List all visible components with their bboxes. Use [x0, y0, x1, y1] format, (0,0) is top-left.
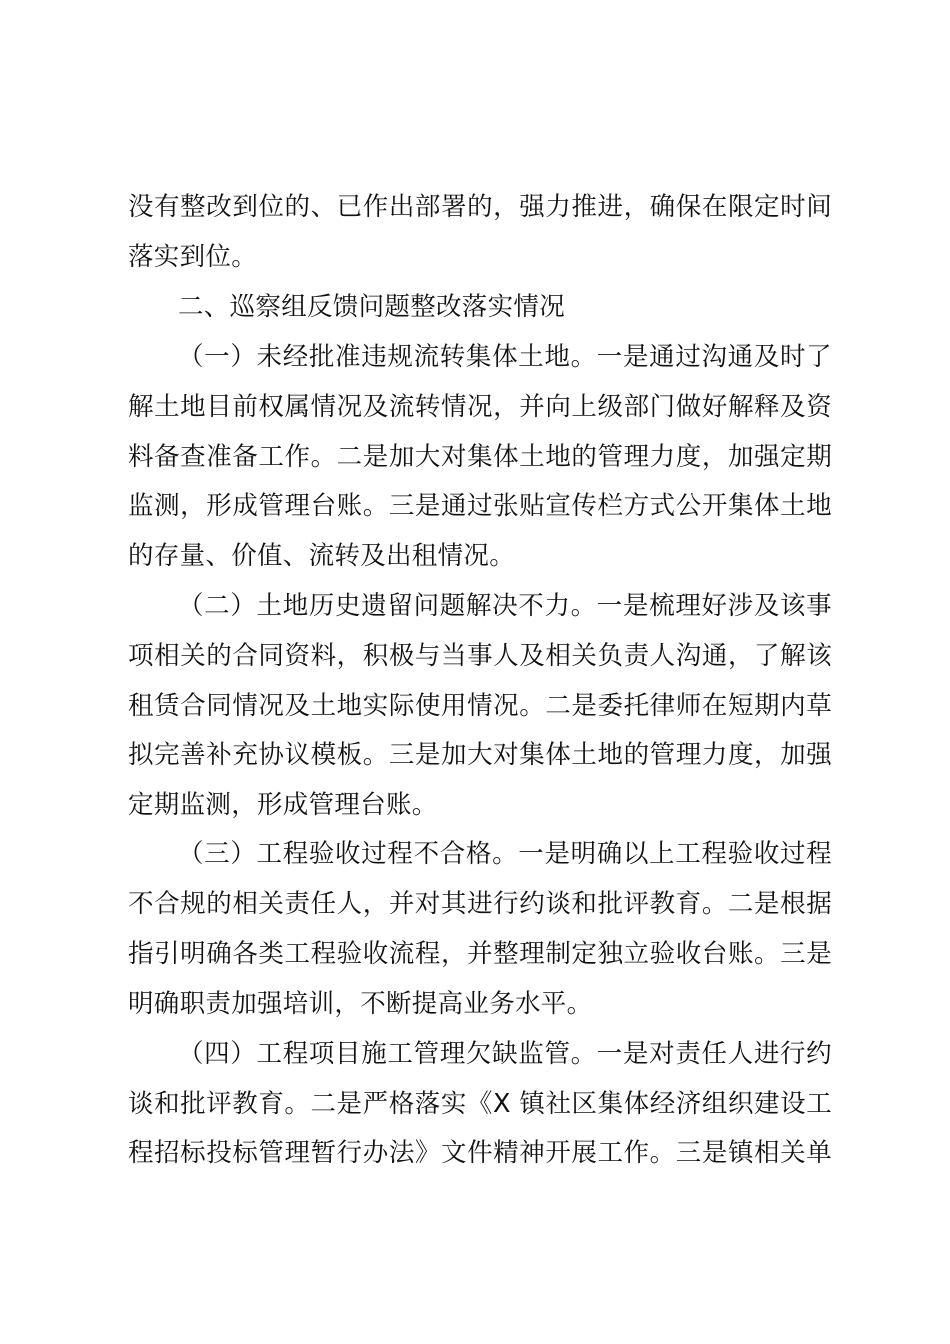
text-line: 谈和批评教育。二是严格落实《X 镇社区集体经济组织建设工 [128, 1089, 832, 1119]
text-line: 指引明确各类工程验收流程，并整理制定独立验收台账。三是 [128, 939, 832, 969]
text-line: 不合规的相关责任人，并对其进行约谈和批评教育。二是根据 [128, 889, 832, 919]
text-line: （二）土地历史遗留问题解决不力。一是梳理好涉及该事 [178, 591, 832, 621]
text-line: 租赁合同情况及土地实际使用情况。二是委托律师在短期内草 [128, 691, 832, 721]
text-line: 没有整改到位的、已作出部署的，强力推进，确保在限定时间 [128, 192, 832, 222]
text-line: 项相关的合同资料，积极与当事人及相关负责人沟通，了解该 [128, 641, 832, 671]
text-line: （四）工程项目施工管理欠缺监管。一是对责任人进行约 [178, 1039, 832, 1069]
text-line: （三）工程验收过程不合格。一是明确以上工程验收过程 [178, 839, 832, 869]
text-line: 明确职责加强培训，不断提高业务水平。 [128, 989, 593, 1019]
text-line: 拟完善补充协议模板。三是加大对集体土地的管理力度，加强 [128, 740, 832, 770]
text-line: 解土地目前权属情况及流转情况，并向上级部门做好解释及资 [128, 392, 832, 422]
section-heading: 二、巡察组反馈问题整改落实情况 [178, 292, 566, 322]
text-line: 监测，形成管理台账。三是通过张贴宣传栏方式公开集体土地 [128, 491, 832, 521]
text-line: 程招标投标管理暂行办法》文件精神开展工作。三是镇相关单 [128, 1138, 832, 1168]
text-line: 落实到位。 [128, 242, 258, 272]
text-line: 料备查准备工作。二是加大对集体土地的管理力度，加强定期 [128, 442, 832, 472]
text-line: （一）未经批准违规流转集体土地。一是通过沟通及时了 [178, 342, 832, 372]
text-line: 定期监测，形成管理台账。 [128, 790, 438, 820]
text-line: 的存量、价值、流转及出租情况。 [128, 541, 516, 571]
